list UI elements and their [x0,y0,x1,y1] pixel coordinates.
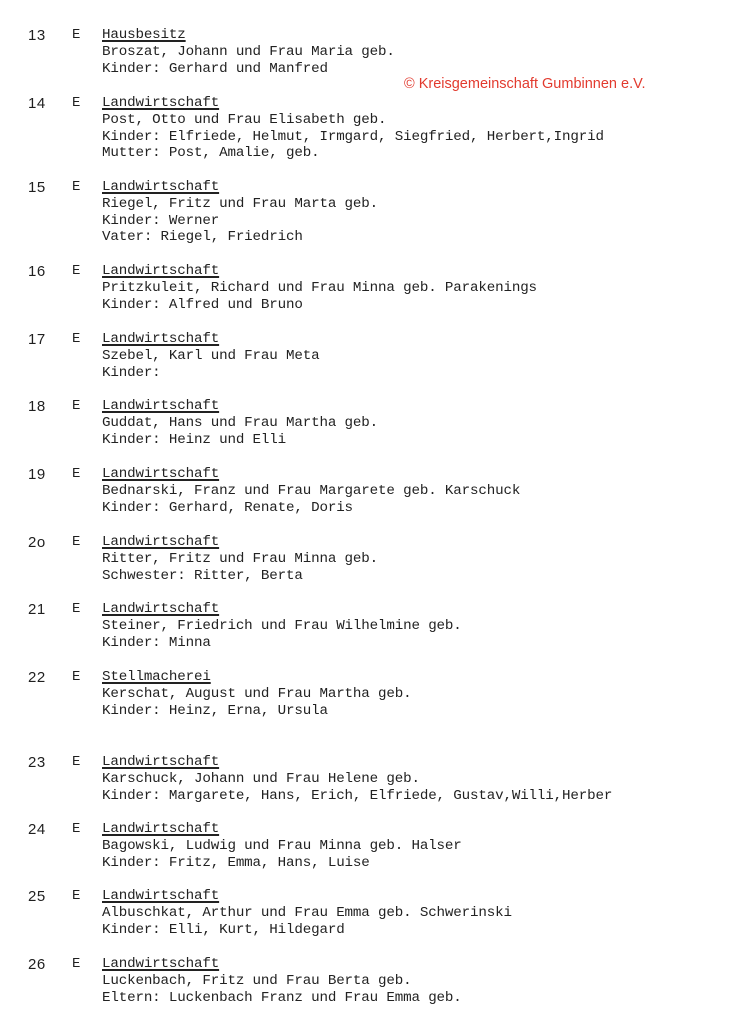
entry-lines [102,263,537,313]
entry-line: Kinder: Elfriede, Helmut, Irmgard, Siegfried, Herbert,Ingrid [102,128,604,145]
entry-category: Landwirtschaft [102,179,220,195]
entry-number: 17 [28,331,46,348]
entry-line: Eltern: Luckenbach Franz und Frau Emma geb. [102,989,462,1006]
copyright-watermark: © Kreisgemeinschaft Gumbinnen e.V. [404,76,646,92]
entry-line: Mutter: Post, Amalie, geb. [102,145,320,162]
entry-lines [102,669,411,719]
entry-line: Kinder: Gerhard, Renate, Doris [102,499,353,516]
entry-code: E [72,95,81,111]
entry-number: 23 [28,754,46,771]
entry-number: 2o [28,534,46,551]
entry-line: Luckenbach, Fritz und Frau Berta geb. [102,972,412,989]
entry-line: Albuschkat, Arthur und Frau Emma geb. Schwerinski [102,904,512,921]
entry-lines [102,331,319,381]
entry-number: 16 [28,263,46,280]
entry-code: E [72,398,81,414]
entry-number: 18 [28,398,46,415]
entry-line: Kinder: Heinz, Erna, Ursula [102,702,328,719]
entry-lines [102,534,378,584]
entry-lines [102,821,462,871]
entry-line: Bednarski, Franz und Frau Margarete geb. Karschuck [102,482,521,499]
entry-category: Landwirtschaft [102,331,220,347]
entry-number: 21 [28,601,46,618]
entry-category: Landwirtschaft [102,821,220,837]
entry-code: E [72,27,81,43]
entry-lines [102,466,520,516]
entry-code: E [72,888,81,904]
entry-line: Riegel, Fritz und Frau Marta geb. [102,195,379,212]
entry-category: Landwirtschaft [102,888,220,904]
entry-category: Landwirtschaft [102,95,220,111]
entry-line: Pritzkuleit, Richard und Frau Minna geb. Parakenings [102,279,537,296]
entry-line: Post, Otto und Frau Elisabeth geb. [102,111,387,128]
entry-category: Stellmacherei [102,669,211,685]
entry-line: Broszat, Johann und Frau Maria geb. [102,43,395,60]
entry-line: Karschuck, Johann und Frau Helene geb. [102,770,420,787]
entry-line: Kinder: Werner [102,212,220,229]
entry-number: 13 [28,27,46,44]
entry-line: Kinder: Minna [102,634,211,651]
entry-code: E [72,669,81,685]
entry-line: Vater: Riegel, Friedrich [102,229,303,246]
entry-code: E [72,179,81,195]
entry-category: Landwirtschaft [102,754,220,770]
entry-category: Hausbesitz [102,27,186,43]
entry-line: Kinder: Margarete, Hans, Erich, Elfriede, Gustav,Willi,Herber [102,787,613,804]
entry-line: Kinder: Alfred und Bruno [102,296,303,313]
entry-line: Ritter, Fritz und Frau Minna geb. [102,550,379,567]
entry-line: Schwester: Ritter, Berta [102,567,303,584]
entry-lines [102,601,462,651]
entry-line: Steiner, Friedrich und Frau Wilhelmine geb. [102,617,462,634]
entry-category: Landwirtschaft [102,398,220,414]
entry-lines [102,888,512,938]
entry-code: E [72,534,81,550]
entry-code: E [72,263,81,279]
entry-number: 14 [28,95,46,112]
entry-category: Landwirtschaft [102,263,220,279]
entry-line: Guddat, Hans und Frau Martha geb. [102,414,379,431]
entry-line: Kinder: [102,364,161,381]
entry-code: E [72,466,81,482]
entry-number: 26 [28,956,46,973]
entry-code: E [72,821,81,837]
entry-line: Kinder: Elli, Kurt, Hildegard [102,921,345,938]
entry-line: Kinder: Fritz, Emma, Hans, Luise [102,854,370,871]
entry-lines [102,179,378,246]
entry-lines [102,95,604,162]
entry-category: Landwirtschaft [102,534,220,550]
entry-number: 19 [28,466,46,483]
entry-category: Landwirtschaft [102,956,220,972]
entry-line: Kinder: Heinz und Elli [102,431,287,448]
entry-code: E [72,601,81,617]
entry-line: Szebel, Karl und Frau Meta [102,347,320,364]
entry-lines [102,27,395,77]
entry-number: 15 [28,179,46,196]
entry-number: 22 [28,669,46,686]
entry-number: 24 [28,821,46,838]
entry-lines [102,754,612,804]
entry-category: Landwirtschaft [102,466,220,482]
entry-lines [102,956,462,1006]
entry-lines [102,398,378,448]
entry-code: E [72,331,81,347]
entry-number: 25 [28,888,46,905]
entry-line: Bagowski, Ludwig und Frau Minna geb. Halser [102,837,462,854]
entry-category: Landwirtschaft [102,601,220,617]
entry-line: Kerschat, August und Frau Martha geb. [102,685,412,702]
entry-line: Kinder: Gerhard und Manfred [102,60,328,77]
entry-code: E [72,956,81,972]
entry-code: E [72,754,81,770]
